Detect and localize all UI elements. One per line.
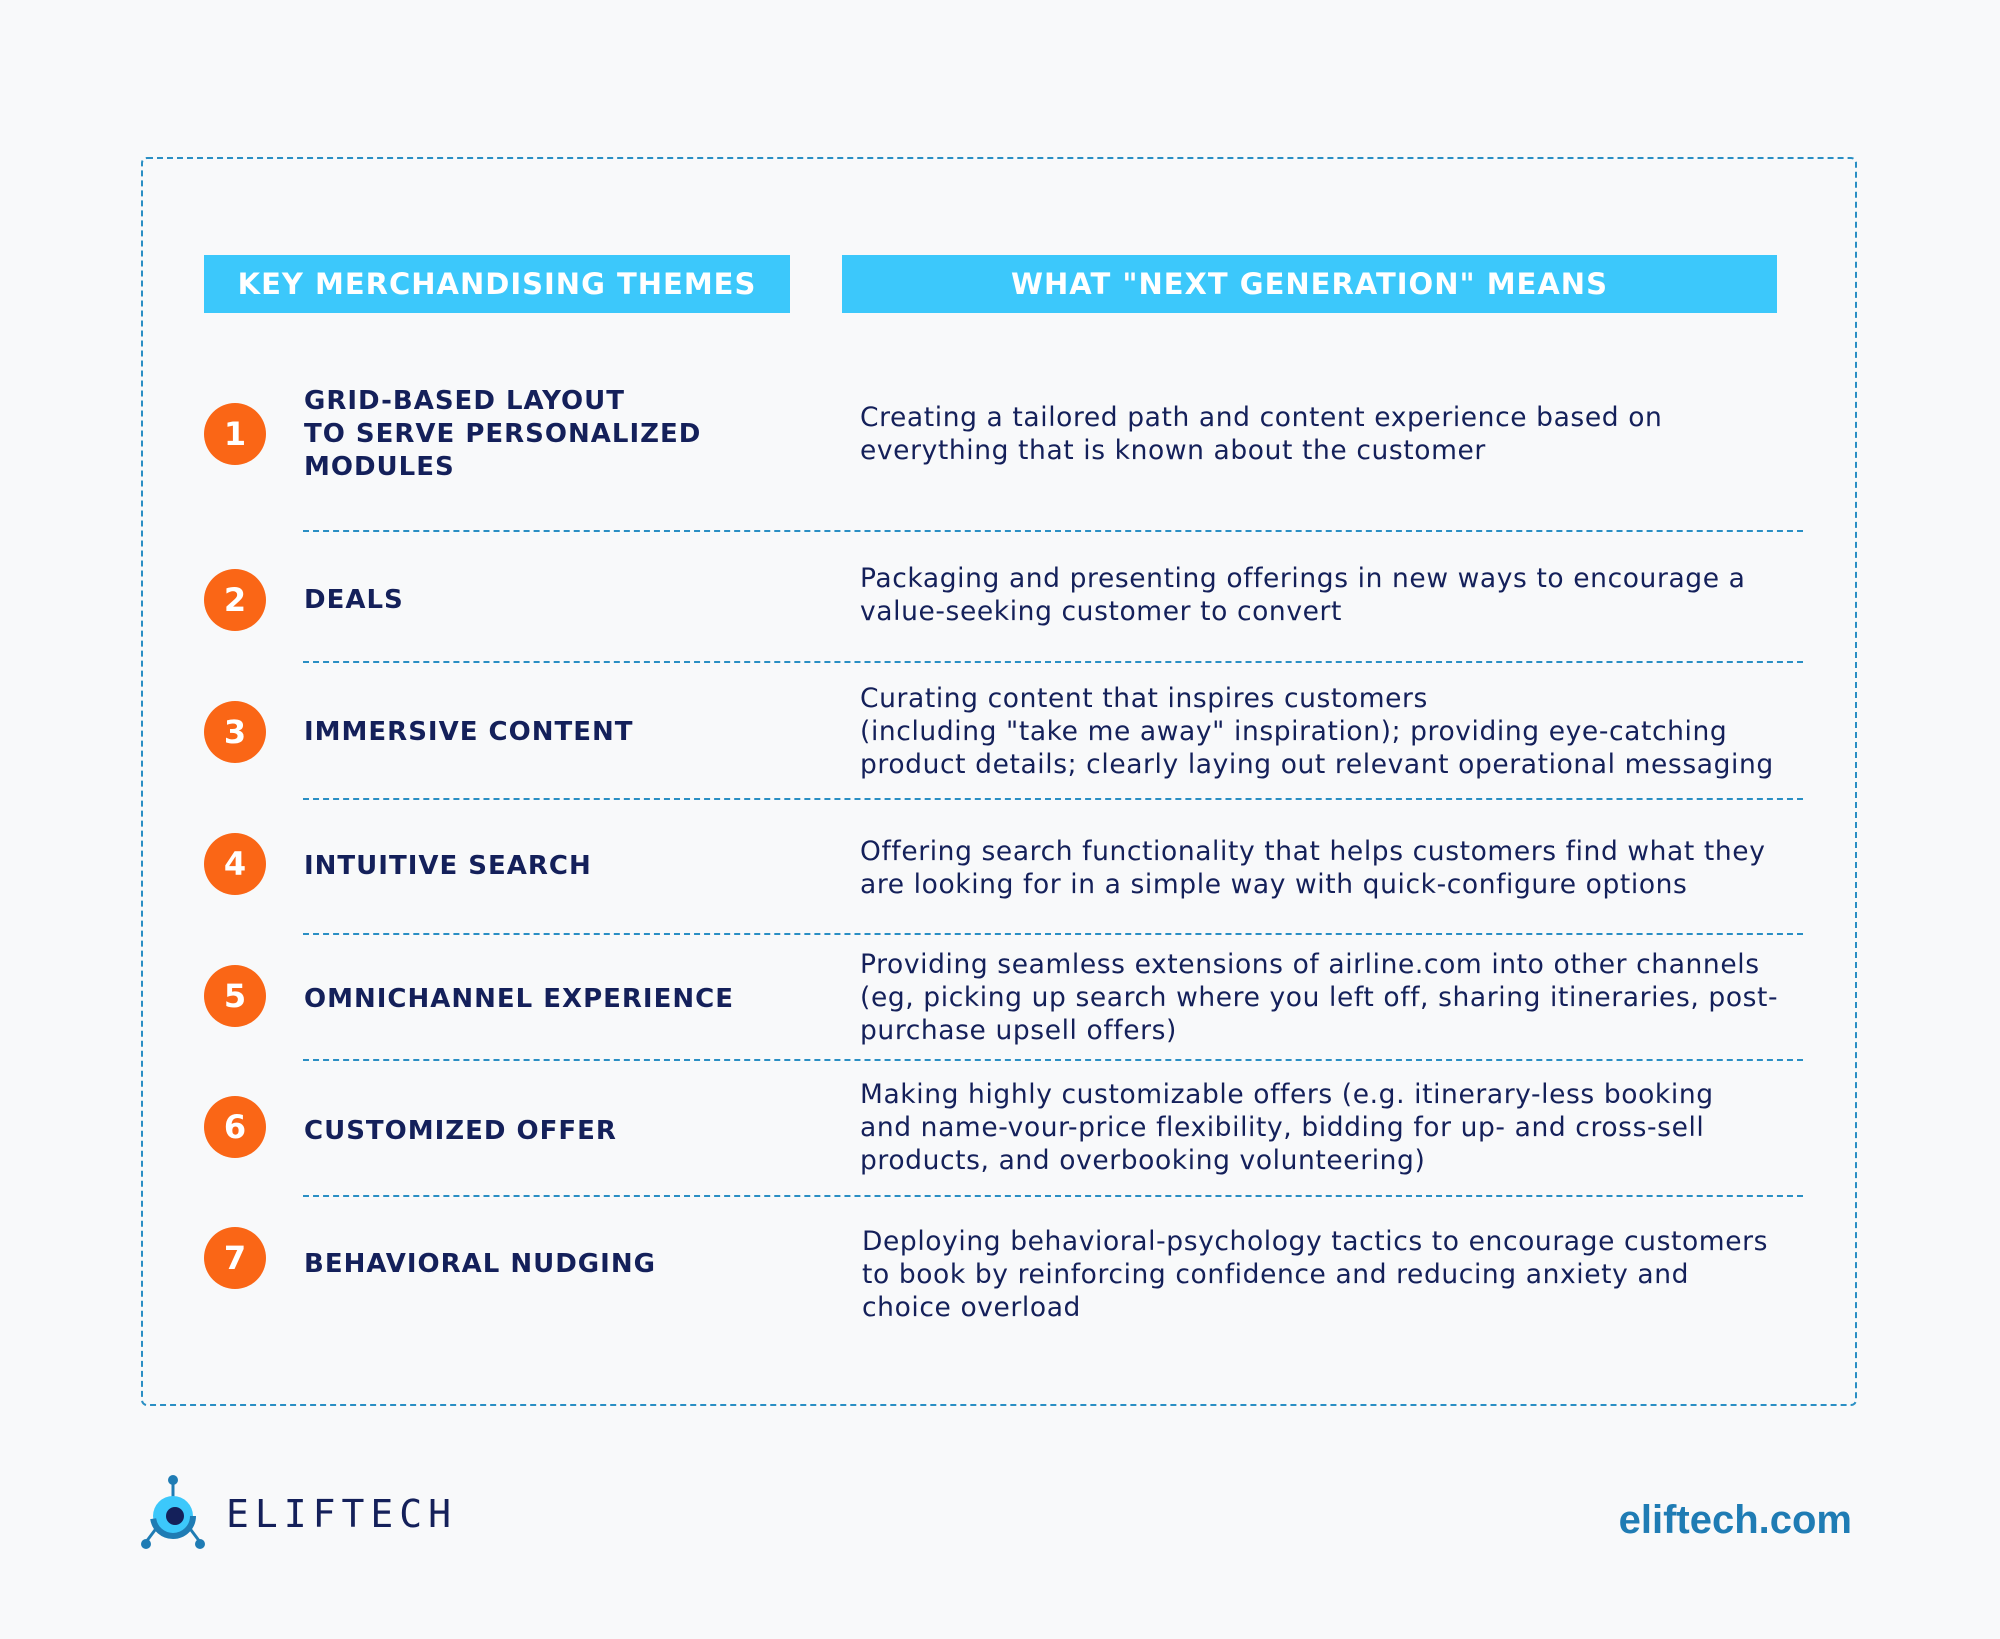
- theme-label: DEALS: [304, 585, 404, 615]
- theme-label: IMMERSIVE CONTENT: [304, 717, 634, 747]
- number-badge: 3: [204, 701, 266, 763]
- meaning-column-header: WHAT "NEXT GENERATION" MEANS: [842, 255, 1777, 313]
- themes-column-header: KEY MERCHANDISING THEMES: [204, 255, 790, 313]
- theme-description: Curating content that inspires customers (including "take me away" inspiration); providing eye-catching product details; clearly laying out relevant operational messaging: [860, 683, 1774, 780]
- theme-label: OMNICHANNEL EXPERIENCE: [304, 984, 734, 1014]
- eliftech-logo-icon: [140, 1474, 206, 1554]
- logo-text: ELIFTECH: [226, 1492, 458, 1536]
- content-frame: [141, 157, 1857, 1406]
- number-badge: 6: [204, 1096, 266, 1158]
- theme-label: GRID-BASED LAYOUT TO SERVE PERSONALIZED MODULES: [304, 386, 702, 482]
- row-divider: [303, 530, 1803, 532]
- row-divider: [303, 1059, 1803, 1061]
- number-badge: 4: [204, 833, 266, 895]
- theme-description: Making highly customizable offers (e.g. itinerary-less booking and name-vour-price flexibility, bidding for up- and cross-sell products, and overbooking volunteering): [860, 1079, 1714, 1176]
- theme-label: CUSTOMIZED OFFER: [304, 1116, 617, 1146]
- theme-description: Packaging and presenting offerings in new ways to encourage a value-seeking customer to convert: [860, 563, 1746, 627]
- eliftech-logo[interactable]: [140, 1478, 457, 1550]
- theme-description: Offering search functionality that helps customers find what they are looking for in a simple way with quick-configure options: [860, 836, 1766, 900]
- website-link[interactable]: eliftech.com: [1618, 1498, 1852, 1542]
- theme-description: Deploying behavioral-psychology tactics to encourage customers to book by reinforcing confidence and reducing anxiety and choice overload: [862, 1226, 1768, 1323]
- row-divider: [303, 798, 1803, 800]
- theme-description: Providing seamless extensions of airline.com into other channels (eg, picking up search where you left off, sharing itineraries, post- purchase upsell offers): [860, 949, 1779, 1046]
- number-badge: 7: [204, 1227, 266, 1289]
- theme-description: Creating a tailored path and content experience based on everything that is known about the customer: [860, 402, 1663, 466]
- theme-label: INTUITIVE SEARCH: [304, 851, 592, 881]
- theme-label: BEHAVIORAL NUDGING: [304, 1249, 656, 1279]
- number-badge: 1: [204, 403, 266, 465]
- number-badge: 5: [204, 965, 266, 1027]
- row-divider: [303, 661, 1803, 663]
- row-divider: [303, 1195, 1803, 1197]
- row-divider: [303, 933, 1803, 935]
- number-badge: 2: [204, 569, 266, 631]
